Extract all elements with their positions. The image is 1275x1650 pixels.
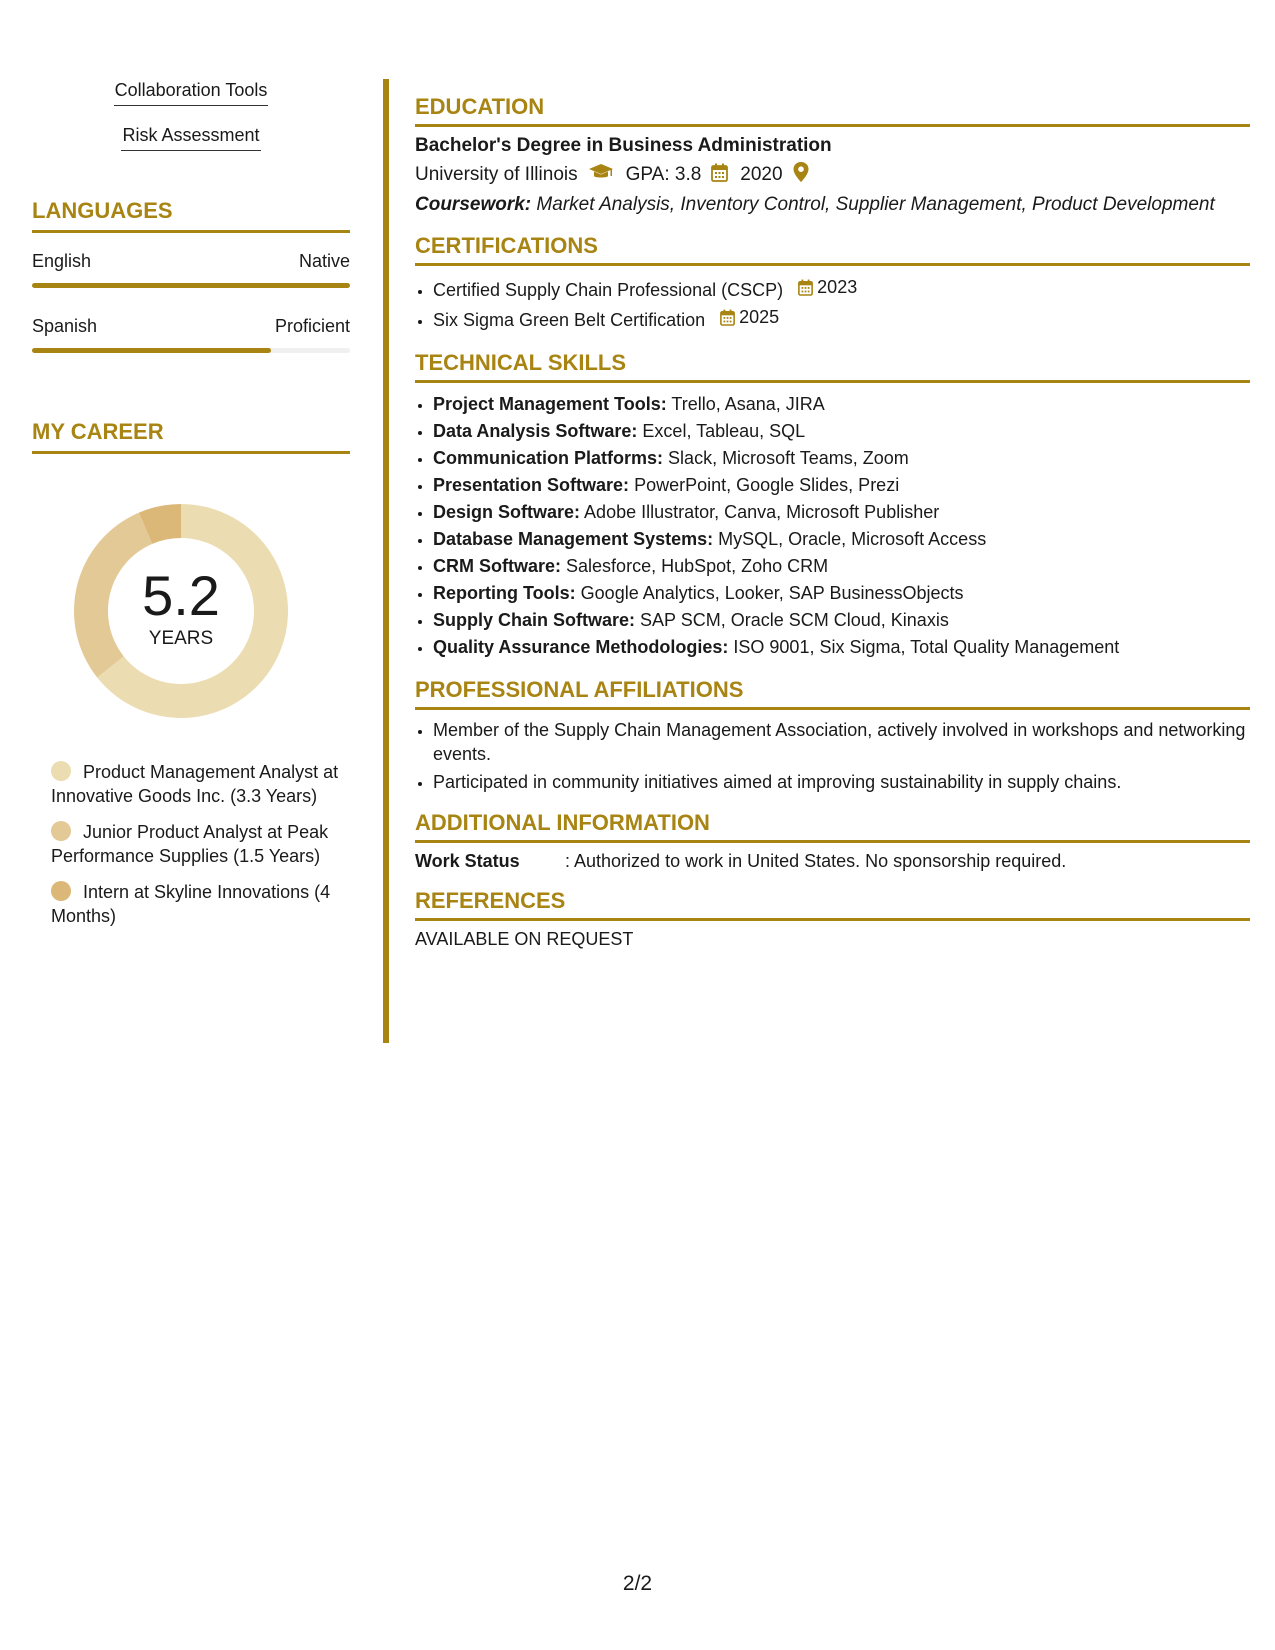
career-total-unit: YEARS — [148, 628, 214, 649]
career-heading: MY CAREER — [32, 419, 350, 454]
education-heading: EDUCATION — [415, 94, 1250, 127]
skill-value: PowerPoint, Google Slides, Prezi — [634, 475, 900, 495]
language-level: Native — [298, 251, 350, 271]
career-donut-chart — [66, 496, 296, 726]
language-level: Proficient — [274, 316, 350, 336]
additional-info-section — [415, 810, 1250, 872]
certifications-list — [415, 274, 1250, 334]
skill-value: Trello, Asana, JIRA — [671, 394, 825, 414]
language-item — [32, 316, 350, 353]
skill-tag: Risk Assessment — [121, 125, 260, 151]
languages-heading: LANGUAGES — [32, 198, 350, 233]
affiliations-list — [415, 718, 1250, 794]
page-number: 2/2 — [622, 1572, 653, 1595]
legend-dot — [51, 821, 71, 841]
additional-info-heading: ADDITIONAL INFORMATION — [415, 810, 1250, 843]
certification-year: 2023 — [817, 277, 858, 297]
coursework-list: Market Analysis, Inventory Control, Supplier Management, Product Development — [536, 194, 1215, 215]
skill-value: Adobe Illustrator, Canva, Microsoft Publisher — [584, 502, 940, 522]
skill-item — [433, 553, 1250, 580]
technical-skills-heading: TECHNICAL SKILLS — [415, 350, 1250, 383]
skill-value: ISO 9001, Six Sigma, Total Quality Management — [733, 637, 1120, 657]
graduation-year: 2020 — [740, 164, 783, 185]
career-item — [51, 760, 341, 808]
left-column — [32, 80, 350, 940]
coursework-label: Coursework: — [415, 194, 532, 215]
language-name: Spanish — [32, 316, 98, 336]
skill-item — [433, 499, 1250, 526]
references-section — [415, 888, 1250, 950]
affiliation-item: • Member of the Supply Chain Management Association, actively involved in workshops and networking events. — [433, 718, 1250, 766]
calendar-icon — [798, 279, 813, 296]
career-item-label: Junior Product Analyst at Peak Performance Supplies (1.5 Years) — [51, 822, 329, 866]
languages-list — [32, 251, 350, 353]
legend-dot — [51, 881, 71, 901]
skill-tags — [32, 80, 350, 170]
skill-label: CRM Software: — [433, 556, 562, 576]
certification-item — [433, 274, 1250, 304]
skill-value: Excel, Tableau, SQL — [642, 421, 806, 441]
legend-dot — [51, 761, 71, 781]
affiliation-item: • Participated in community initiatives aimed at improving sustainability in supply chains. — [433, 770, 1250, 794]
skill-label: Supply Chain Software: — [433, 610, 636, 630]
career-item-label: Product Management Analyst at Innovative Goods Inc. (3.3 Years) — [51, 762, 339, 806]
school-name: University of Illinois — [415, 164, 578, 185]
skill-label: Reporting Tools: — [433, 583, 576, 603]
skill-label: Presentation Software: — [433, 475, 630, 495]
skill-item — [433, 526, 1250, 553]
language-name: English — [32, 251, 92, 271]
career-item-label: Intern at Skyline Innovations (4 Months) — [51, 882, 331, 926]
skill-label: Data Analysis Software: — [433, 421, 638, 441]
skill-label: Quality Assurance Methodologies: — [433, 637, 729, 657]
calendar-icon — [720, 309, 735, 326]
certification-name: Certified Supply Chain Professional (CSCP) — [433, 280, 784, 300]
language-bar — [32, 283, 350, 288]
graduation-cap-icon — [588, 163, 614, 187]
skill-item — [433, 607, 1250, 634]
skill-item — [433, 418, 1250, 445]
language-item — [32, 251, 350, 288]
career-total-value: 5.2 — [142, 564, 220, 627]
degree-title: Bachelor's Degree in Business Administration — [415, 135, 832, 156]
skill-tag: Collaboration Tools — [114, 80, 269, 106]
certifications-section — [415, 233, 1250, 334]
language-bar-fill — [32, 348, 271, 353]
location-pin-icon — [793, 162, 809, 188]
certification-name: Six Sigma Green Belt Certification — [433, 310, 706, 330]
skill-value: Google Analytics, Looker, SAP BusinessObjects — [580, 583, 964, 603]
calendar-icon — [711, 163, 728, 188]
education-details — [415, 162, 1250, 188]
references-heading: REFERENCES — [415, 888, 1250, 921]
skill-item — [433, 445, 1250, 472]
affiliations-section — [415, 677, 1250, 794]
work-status-row — [415, 851, 1250, 872]
career-list — [51, 760, 341, 928]
certification-year: 2025 — [739, 307, 780, 327]
skill-label: Database Management Systems: — [433, 529, 714, 549]
work-status-label: Work Status — [415, 851, 520, 871]
technical-skills-list — [415, 391, 1250, 661]
career-item — [51, 820, 341, 868]
skill-item — [433, 472, 1250, 499]
skill-label: Communication Platforms: — [433, 448, 664, 468]
references-text: AVAILABLE ON REQUEST — [415, 929, 634, 949]
skill-item — [433, 634, 1250, 661]
technical-skills-section — [415, 350, 1250, 661]
language-bar-fill — [32, 283, 350, 288]
certification-item — [433, 304, 1250, 334]
gpa: GPA: 3.8 — [625, 164, 702, 185]
skill-value: SAP SCM, Oracle SCM Cloud, Kinaxis — [640, 610, 949, 630]
skill-item — [433, 391, 1250, 418]
right-column — [415, 94, 1250, 966]
affiliations-heading: PROFESSIONAL AFFILIATIONS — [415, 677, 1250, 710]
skill-item — [433, 580, 1250, 607]
certifications-heading: CERTIFICATIONS — [415, 233, 1250, 266]
work-status-value: : Authorized to work in United States. No sponsorship required. — [565, 851, 1067, 871]
skill-value: Salesforce, HubSpot, Zoho CRM — [566, 556, 829, 576]
skill-label: Design Software: — [433, 502, 581, 522]
coursework — [415, 193, 1250, 217]
column-divider — [383, 79, 389, 1043]
skill-label: Project Management Tools: — [433, 394, 667, 414]
skill-value: MySQL, Oracle, Microsoft Access — [718, 529, 987, 549]
career-item — [51, 880, 341, 928]
language-bar — [32, 348, 350, 353]
education-section — [415, 94, 1250, 217]
skill-value: Slack, Microsoft Teams, Zoom — [668, 448, 909, 468]
